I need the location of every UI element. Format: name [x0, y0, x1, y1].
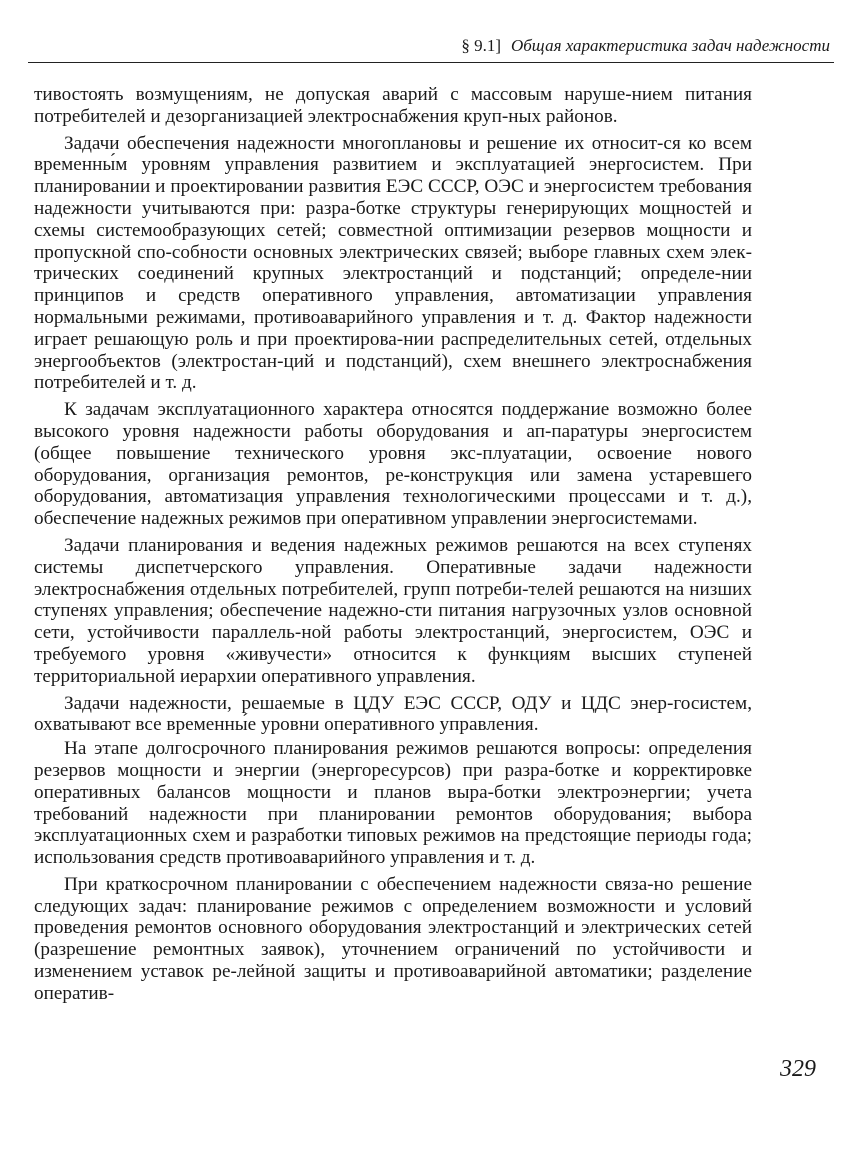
section-number: § 9.1]	[461, 36, 501, 55]
header-rule	[28, 62, 834, 63]
paragraph: К задачам эксплуатационного характера относятся поддержание возможно более высокого уровня надежности работы оборудования и ап-паратуры энергосистем (общее повышение технического уровня экс-плуатации, освоение нового оборудования, организация ремонтов, ре-конструкция или замена устаревшего оборудования, автоматизация управления технологическими процессами и т. д.), обеспечение надежных режимов при оперативном управлении энергосистемами.	[34, 399, 752, 530]
paragraph: При краткосрочном планировании с обеспечением надежности связа-но решение следующих задач: планирование режимов с определением возможности и условий проведения ремонтов основного оборудования электростанций и электрических сетей (разрешение ремонтных заявок), уточнением ограничений по устойчивости и изменением уставок ре-лейной защиты и противоаварийной автоматики; разделение оператив-	[34, 873, 752, 1004]
running-header	[430, 36, 830, 56]
body-text	[34, 84, 752, 1010]
paragraph: Задачи надежности, решаемые в ЦДУ ЕЭС СССР, ОДУ и ЦДС энер-госистем, охватывают все временны́е уровни оперативного управления.	[34, 692, 752, 736]
paragraph-continuation: тивостоять возмущениям, не допуская аварий с массовым наруше-нием питания потребителей и дезорганизацией электроснабжения круп-ных районов.	[34, 84, 752, 127]
paragraph: На этапе долгосрочного планирования режимов решаются вопросы: определения резервов мощности и энергии (энергоресурсов) при разра-ботке и корректировке оперативных балансов мощности и планов выра-ботки электроэнергии; учета требований надежности при планировании ремонтов оборудования; выбора эксплуатационных схем и разработки типовых режимов на предстоящие периоды года; использования средств противоаварийного управления и т. д.	[34, 738, 752, 869]
paragraph: Задачи обеспечения надежности многоплановы и решение их относит-ся ко всем временны́м уровням управления развитием и эксплуатацией энергосистем. При планировании и проектировании развития ЕЭС СССР, ОЭС и энергосистем требования надежности учитываются при: разра-ботке структуры генерирующих мощностей и схемы системообразующих сетей; совместной оптимизации резервов мощности и пропускной спо-собности основных электрических связей; выборе главных схем элек-трических соединений крупных электростанций и подстанций; определе-нии принципов и средств оперативного управления, автоматизации управления нормальными режимами, противоаварийного управления и т. д. Фактор надежности играет решающую роль и при проектирова-нии распределительных сетей, отдельных энергообъектов (электростан-ций и подстанций), схем внешнего электроснабжения потребителей и т. д.	[34, 132, 752, 394]
section-title: Общая характеристика задач надежности	[510, 36, 830, 55]
page-number: 329	[780, 1056, 816, 1082]
paragraph: Задачи планирования и ведения надежных режимов решаются на всех ступенях системы диспетчерского управления. Оперативные задачи надежности электроснабжения отдельных потребителей, групп потреби-телей решаются на низших ступенях управления; обеспечение надежно-сти питания нагрузочных узлов основной сети, устойчивости параллель-ной работы электростанций, энергосистем, ОЭС и требуемого уровня «живучести» относится к функциям высших ступеней территориальной иерархии оперативного управления.	[34, 534, 752, 687]
